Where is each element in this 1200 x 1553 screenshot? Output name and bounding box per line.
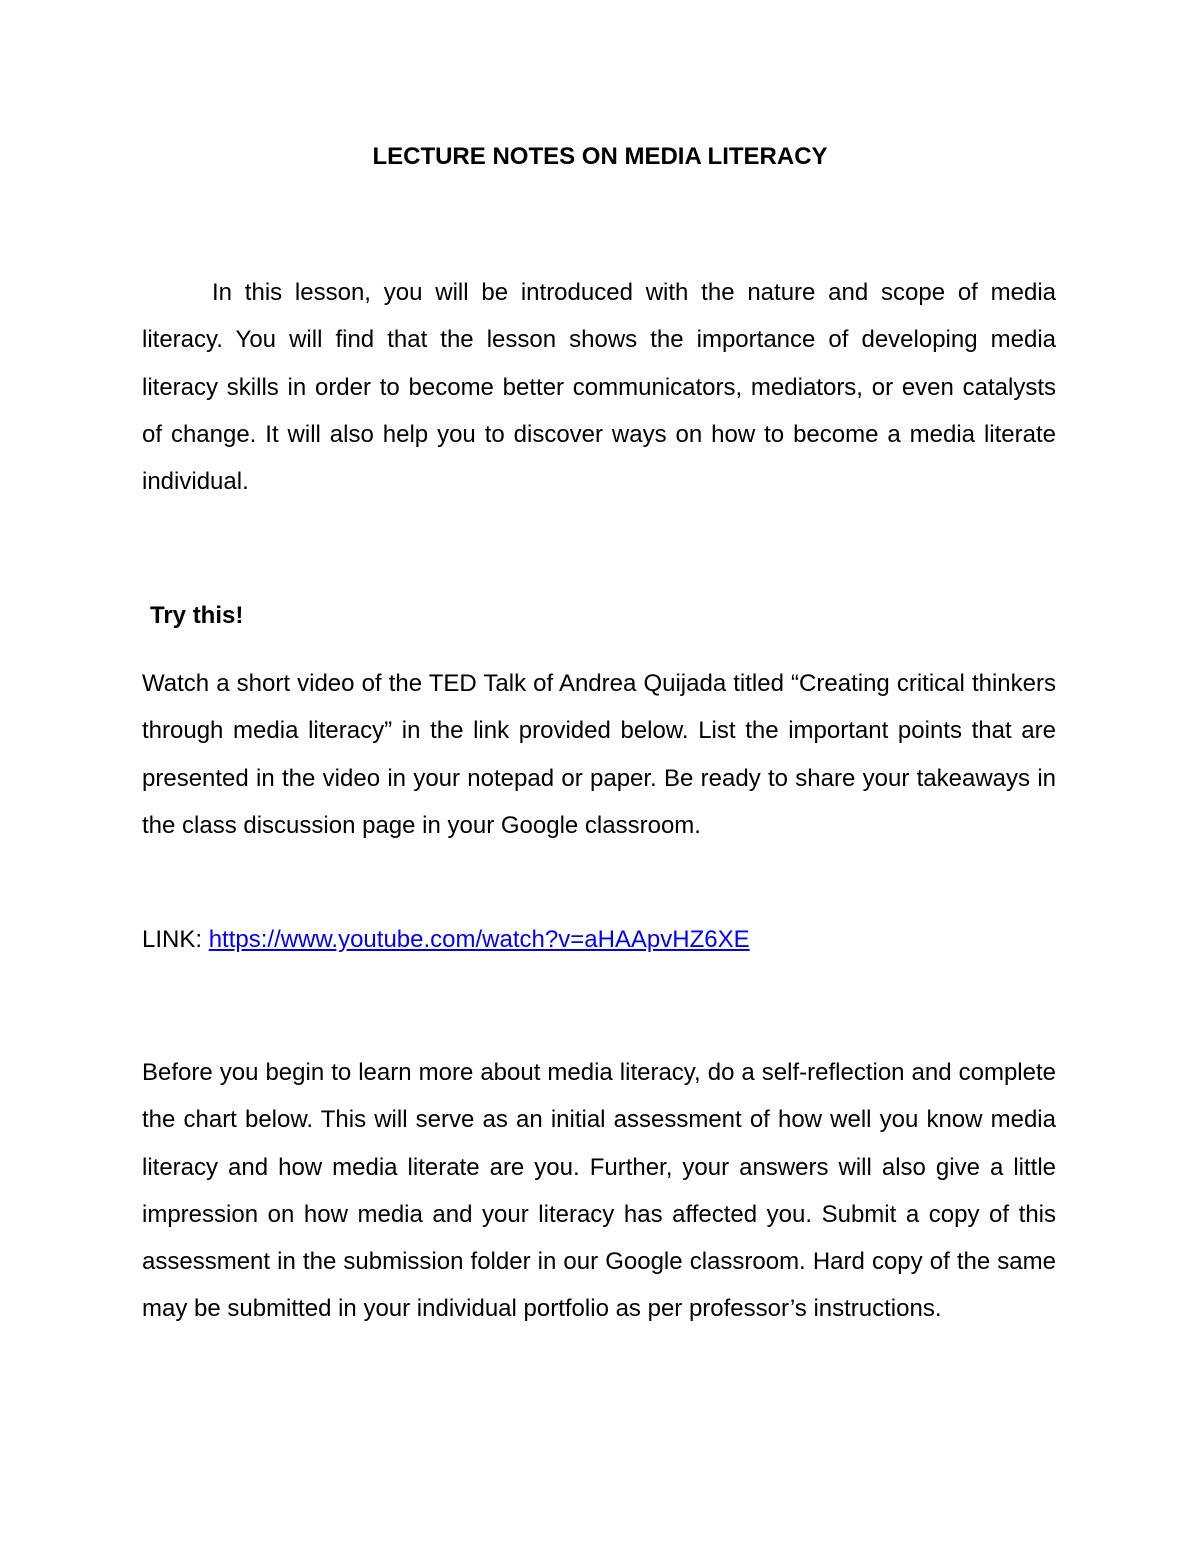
- watch-instructions-paragraph: Watch a short video of the TED Talk of Andrea Quijada titled “Creating critical thinkers through media literacy” in the link provided below. List the important points that are presented in the video in your notepad or paper. Be ready to share your takeaways in the class discussion page in your Google classroom.: [142, 670, 1056, 839]
- link-line: [142, 916, 1056, 963]
- youtube-link[interactable]: https://www.youtube.com/watch?v=aHAApvHZ6XE: [208, 926, 750, 953]
- intro-paragraph: In this lesson, you will be introduced with the nature and scope of media literacy. You will find that the lesson shows the importance of developing media literacy skills in order to become better communicators, mediators, or even catalysts of change. It will also help you to discover ways on how to become a media literate individual.: [142, 279, 1056, 496]
- self-reflection-paragraph: Before you begin to learn more about media literacy, do a self-reflection and complete the chart below. This will serve as an initial assessment of how well you know media literacy and how media literate are you. Further, your answers will also give a little impression on how media and your literacy has affected you. Submit a copy of this assessment in the submission folder in our Google classroom. Hard copy of the same may be submitted in your individual portfolio as per professor’s instructions.: [142, 1059, 1056, 1323]
- document-title: LECTURE NOTES ON MEDIA LITERACY: [372, 143, 828, 170]
- try-this-heading: Try this!: [150, 602, 244, 629]
- link-label: LINK:: [142, 926, 209, 953]
